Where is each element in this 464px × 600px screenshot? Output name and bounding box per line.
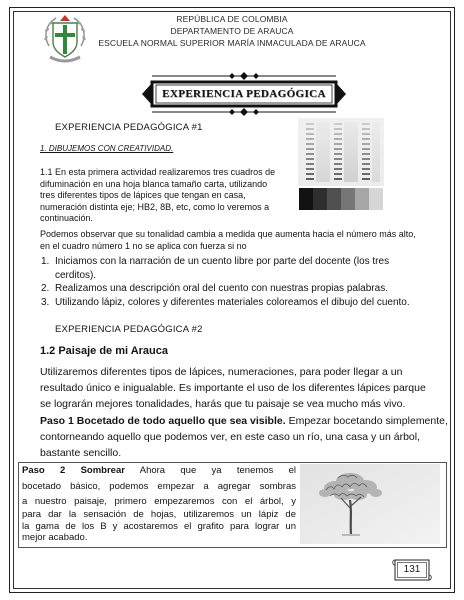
paso-2-first-line	[22, 465, 296, 477]
crest-cross-vertical	[63, 25, 67, 54]
step-2-text: Realizamos una descripción oral del cuento con nuestras propias palabras.	[55, 283, 388, 294]
experience-2-activity-title: 1.2 Paisaje de mi Arauca	[40, 345, 168, 357]
experience-1-intro-line: numeración distinta eje; HB2, 8B, etc, como lo veremos a	[40, 202, 270, 212]
paso-1-first-line	[40, 413, 448, 429]
step-3-text: Utilizando lápiz, colores y diferentes materiales coloreamos el dibujo del cuento.	[55, 297, 410, 308]
page-number: 131	[403, 564, 421, 575]
tree-sketch-image	[300, 464, 440, 544]
pencil-shading-scale-image	[298, 118, 384, 214]
banner-bottom-ornament	[229, 108, 259, 116]
experience-1-intro-line: difuminación en una hoja blanca tamaño carta, utilizando	[40, 179, 268, 189]
crest-cross-horizontal	[55, 33, 75, 37]
banner-top-ornament	[229, 72, 259, 80]
header-country: REPÚBLICA DE COLOMBIA	[176, 14, 288, 24]
paso-1-title: Paso 1 Bocetado de todo aquello que sea visible.	[40, 415, 286, 427]
paso-2-text: bocetado básico, podemos empezar a agregar sombras	[22, 481, 296, 492]
experience-1-activity-title: 1. DIBUJEMOS CON CREATIVIDAD.	[40, 144, 174, 153]
crest-top-ornament	[60, 15, 70, 21]
experience-1-intro-line: 1.1 En esta primera actividad realizaremos tres cuadros de	[40, 167, 276, 177]
experience-1-observation-line: en el cuadro número 1 no se aplica con fuerza si no	[40, 241, 247, 251]
experience-1-heading: EXPERIENCIA PEDAGÓGICA #1	[55, 122, 203, 133]
paso-1-text: Empezar bocetando simplemente,	[288, 415, 448, 427]
step-1-text: cerditos).	[55, 270, 97, 281]
step-1-number: 1.	[41, 256, 50, 267]
shading-columns	[298, 118, 384, 186]
banner-left-ornament	[142, 83, 152, 105]
paso-2-text: la gama de los B y acostaremos el grafito para lograr un	[22, 521, 296, 532]
paso-2-text: a nuestro paisaje, primero empezaremos con el árbol, y	[22, 496, 296, 507]
paso-2-text: Ahora que ya tenemos el	[139, 465, 296, 476]
step-1-text: Iniciamos con la narración de un cuento libre por parte del docente (los tres	[55, 256, 390, 267]
paso-2-text: mejor acabado.	[22, 532, 88, 543]
step-3-number: 3.	[41, 297, 50, 308]
experience-2-intro-line: se lograrán mejores tonalidades, harás que tu paisaje se vea mucho más vivo.	[40, 398, 406, 410]
paso-2-title: Paso 2 Sombrear	[22, 465, 125, 476]
shading-swatch-row	[299, 188, 383, 210]
banner-right-ornament	[336, 83, 346, 105]
experience-2-intro-line: resultado único e inigualable. Es importante el uso de los diferentes lápices parque	[40, 382, 426, 394]
experience-1-intro-line: continuación.	[40, 213, 94, 223]
step-2-number: 2.	[41, 283, 50, 294]
experience-1-intro-line: tres diferentes tipos de lápices que tengan en casa,	[40, 190, 246, 200]
experience-2-intro-line: Utilizaremos diferentes tipos de lápices, numeraciones, para poder llegar a un	[40, 366, 403, 378]
experience-1-observation-line: Podemos observar que su tonalidad cambia a medida que aumenta hacia el número más alto,	[40, 229, 416, 239]
header-school: ESCUELA NORMAL SUPERIOR MARÍA INMACULADA DE ARAUCA	[98, 38, 366, 48]
paso-1-text: contorneando aquello que podemos ver, en este caso un río, una casa y un árbol,	[40, 431, 421, 443]
paso-1-text: bastante sencillo.	[40, 447, 122, 459]
tree-trunk	[350, 500, 351, 534]
experience-2-heading: EXPERIENCIA PEDAGÓGICA #2	[55, 324, 203, 335]
header-department: DEPARTAMENTO DE ARAUCA	[170, 26, 294, 36]
paso-2-text: para dar la sensación de hojas, utilizaremos un lápiz de	[22, 509, 296, 520]
banner-title: EXPERIENCIA PEDAGÓGICA	[162, 88, 326, 100]
